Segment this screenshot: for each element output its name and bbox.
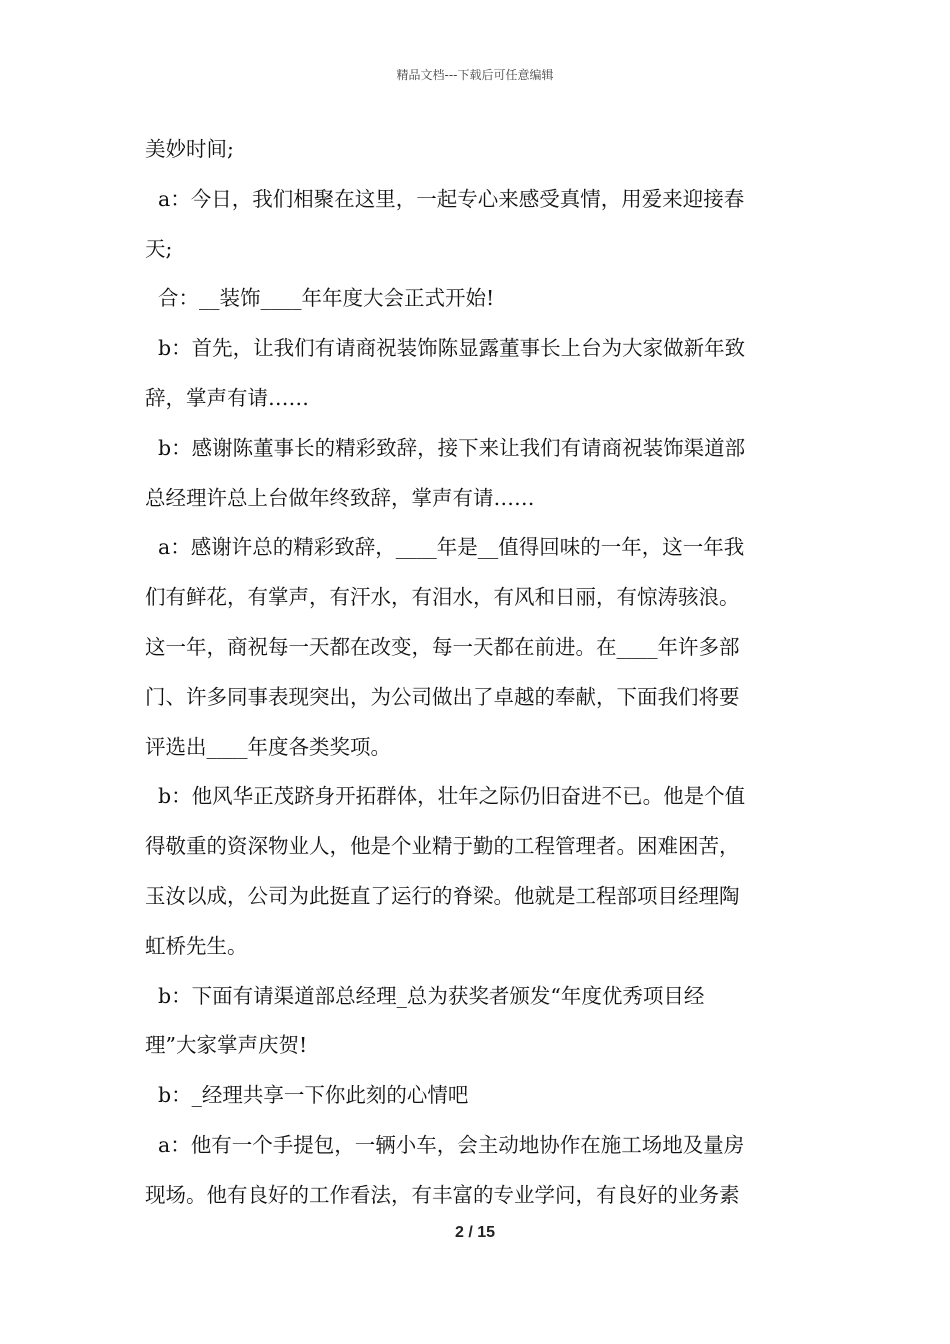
text-line: 美妙时间;: [145, 137, 234, 161]
text-line: a：感谢许总的精彩致辞，____年是__值得回味的一年，这一年我: [145, 535, 745, 560]
text-line: 天;: [145, 236, 173, 261]
text-line: 虹桥先生。: [145, 933, 248, 958]
text-line: 门、许多同事表现突出，为公司做出了卓越的奉献，下面我们将要: [145, 684, 740, 709]
text-line: b：他风华正茂跻身开拓群体，壮年之际仍旧奋进不已。他是个值: [145, 784, 746, 809]
text-line: b：下面有请渠道部总经理_总为获奖者颁发“年度优秀项目经: [145, 983, 705, 1008]
text-line: 玉汝以成，公司为此挺直了运行的脊梁。他就是工程部项目经理陶: [145, 883, 740, 908]
text-line: 现场。他有良好的工作看法，有丰富的专业学问，有良好的业务素: [145, 1182, 740, 1207]
text-line: 们有鲜花，有掌声，有汗水，有泪水，有风和日丽，有惊涛骇浪。: [145, 585, 740, 610]
page-number: 2 / 15: [454, 1224, 496, 1241]
text-line: 总经理许总上台做年终致辞，掌声有请……: [145, 485, 535, 510]
text-line: 评选出____年度各类奖项。: [145, 734, 391, 759]
page-header: 精品文档---下载后可任意编辑: [396, 68, 554, 82]
document-body: [145, 125, 810, 1221]
text-line: b：首先，让我们有请商祝装饰陈显露董事长上台为大家做新年致: [145, 336, 746, 361]
text-line: b：_经理共享一下你此刻的心情吧: [145, 1083, 469, 1108]
text-line: 合：__装饰____年年度大会正式开始!: [145, 286, 495, 311]
text-line: 辞，掌声有请……: [145, 385, 309, 410]
text-line: 这一年，商祝每一天都在改变，每一天都在前进。在____年许多部: [145, 634, 740, 659]
text-line: 理”大家掌声庆贺!: [145, 1033, 308, 1058]
text-line: a：今日，我们相聚在这里，一起专心来感受真情，用爱来迎接春: [145, 186, 745, 211]
text-line: 得敬重的资深物业人，他是个业精于勤的工程管理者。困难困苦，: [145, 834, 740, 859]
text-line: b：感谢陈董事长的精彩致辞，接下来让我们有请商祝装饰渠道部: [145, 435, 746, 460]
text-line: a：他有一个手提包，一辆小车，会主动地协作在施工场地及量房: [145, 1132, 745, 1157]
